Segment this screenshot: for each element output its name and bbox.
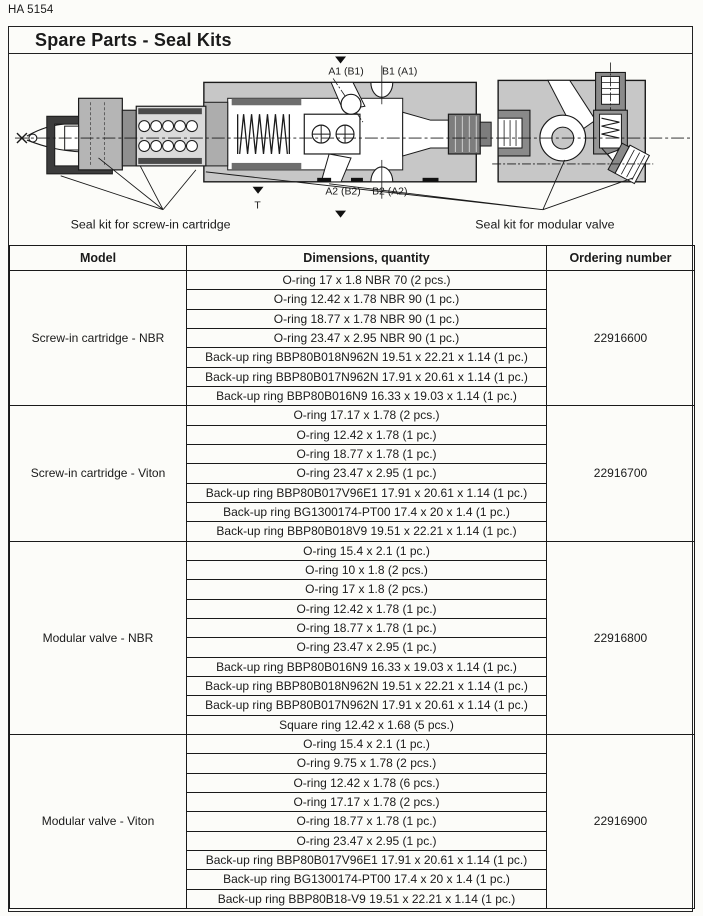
dimension-cell: O-ring 10 x 1.8 (2 pcs.) bbox=[187, 560, 547, 579]
dimension-cell: Back-up ring BBP80B016N9 16.33 x 19.03 x 1.14 (1 pc.) bbox=[187, 386, 547, 405]
dimension-cell: Back-up ring BBP80B018N962N 19.51 x 22.21 x 1.14 (1 pc.) bbox=[187, 676, 547, 695]
caption-modular-valve: Seal kit for modular valve bbox=[475, 217, 615, 232]
dimension-cell: Back-up ring BBP80B018V9 19.51 x 22.21 x 1.14 (1 pc.) bbox=[187, 522, 547, 541]
dimension-cell: O-ring 23.47 x 2.95 (1 pc.) bbox=[187, 831, 547, 850]
dimension-cell: O-ring 18.77 x 1.78 (1 pc.) bbox=[187, 812, 547, 831]
table-row bbox=[10, 406, 695, 425]
model-cell: Modular valve - NBR bbox=[10, 541, 187, 734]
caption-screw-in-cartridge: Seal kit for screw-in cartridge bbox=[70, 217, 231, 232]
main-body-block bbox=[204, 65, 491, 198]
port-label-a2: A2 (B2) bbox=[325, 186, 361, 198]
valve-figure bbox=[9, 54, 692, 245]
port-label-b2: B2 (A2) bbox=[372, 186, 408, 198]
modular-valve-block bbox=[492, 63, 653, 184]
table-row bbox=[10, 541, 695, 560]
dimension-cell: O-ring 17 x 1.8 (2 pcs.) bbox=[187, 580, 547, 599]
table-row bbox=[10, 271, 695, 290]
dimension-cell: O-ring 18.77 x 1.78 (1 pc.) bbox=[187, 444, 547, 463]
document-number: HA 5154 bbox=[8, 4, 54, 16]
dimension-cell: Back-up ring BG1300174-PT00 17.4 x 20 x 1.4 (1 pc.) bbox=[187, 870, 547, 889]
dimension-cell: Square ring 12.42 x 1.68 (5 pcs.) bbox=[187, 715, 547, 734]
dimension-cell: O-ring 12.42 x 1.78 (1 pc.) bbox=[187, 599, 547, 618]
port-label-t: T bbox=[254, 200, 261, 212]
pressure-arrow-top bbox=[335, 57, 346, 64]
valve-cross-section-diagram bbox=[9, 54, 692, 245]
dimension-cell: O-ring 15.4 x 2.1 (1 pc.) bbox=[187, 541, 547, 560]
ordering-cell: 22916800 bbox=[547, 541, 695, 734]
model-cell: Modular valve - Viton bbox=[10, 734, 187, 908]
dimension-cell: O-ring 23.47 x 2.95 (1 pc.) bbox=[187, 638, 547, 657]
dimension-cell: O-ring 12.42 x 1.78 NBR 90 (1 pc.) bbox=[187, 290, 547, 309]
dimension-cell: O-ring 23.47 x 2.95 NBR 90 (1 pc.) bbox=[187, 328, 547, 347]
dimension-cell: O-ring 9.75 x 1.78 (2 pcs.) bbox=[187, 754, 547, 773]
content-frame bbox=[8, 26, 693, 912]
dimension-cell: O-ring 17 x 1.8 NBR 70 (2 pcs.) bbox=[187, 271, 547, 290]
model-cell: Screw-in cartridge - NBR bbox=[10, 271, 187, 406]
table-row bbox=[10, 734, 695, 753]
dimension-cell: Back-up ring BBP80B017N962N 17.91 x 20.61 x 1.14 (1 pc.) bbox=[187, 367, 547, 386]
ordering-cell: 22916600 bbox=[547, 271, 695, 406]
a2-arrow bbox=[335, 211, 346, 218]
title-bar bbox=[9, 27, 692, 54]
tank-arrow bbox=[253, 187, 264, 194]
seal-kits-table bbox=[9, 245, 695, 909]
port-label-a1: A1 (B1) bbox=[328, 66, 364, 78]
dimension-cell: O-ring 12.42 x 1.78 (6 pcs.) bbox=[187, 773, 547, 792]
dimension-cell: O-ring 18.77 x 1.78 NBR 90 (1 pc.) bbox=[187, 309, 547, 328]
header-row bbox=[10, 246, 695, 271]
dimension-cell: Back-up ring BG1300174-PT00 17.4 x 20 x 1.4 (1 pc.) bbox=[187, 502, 547, 521]
column-header-model: Model bbox=[10, 246, 187, 271]
dimension-cell: Back-up ring BBP80B017V96E1 17.91 x 20.61 x 1.14 (1 pc.) bbox=[187, 850, 547, 869]
dimension-cell: Back-up ring BBP80B017V96E1 17.91 x 20.61 x 1.14 (1 pc.) bbox=[187, 483, 547, 502]
dimension-cell: Back-up ring BBP80B018N962N 19.51 x 22.21 x 1.14 (1 pc.) bbox=[187, 348, 547, 367]
dimension-cell: O-ring 15.4 x 2.1 (1 pc.) bbox=[187, 734, 547, 753]
ordering-cell: 22916700 bbox=[547, 406, 695, 541]
dimension-cell: Back-up ring BBP80B016N9 16.33 x 19.03 x 1.14 (1 pc.) bbox=[187, 657, 547, 676]
page-title: Spare Parts - Seal Kits bbox=[35, 30, 232, 50]
column-header-ordering: Ordering number bbox=[547, 246, 695, 271]
column-header-dimensions: Dimensions, quantity bbox=[187, 246, 547, 271]
dimension-cell: O-ring 17.17 x 1.78 (2 pcs.) bbox=[187, 792, 547, 811]
ordering-cell: 22916900 bbox=[547, 734, 695, 908]
model-cell: Screw-in cartridge - Viton bbox=[10, 406, 187, 541]
dimension-cell: Back-up ring BBP80B017N962N 17.91 x 20.61 x 1.14 (1 pc.) bbox=[187, 696, 547, 715]
port-label-b1: B1 (A1) bbox=[382, 66, 418, 78]
dimension-cell: Back-up ring BBP80B18-V9 19.51 x 22.21 x 1.14 (1 pc.) bbox=[187, 889, 547, 909]
dimension-cell: O-ring 17.17 x 1.78 (2 pcs.) bbox=[187, 406, 547, 425]
dimension-cell: O-ring 23.47 x 2.95 (1 pc.) bbox=[187, 464, 547, 483]
dimension-cell: O-ring 18.77 x 1.78 (1 pc.) bbox=[187, 618, 547, 637]
screw-in-cartridge bbox=[17, 98, 206, 174]
dimension-cell: O-ring 12.42 x 1.78 (1 pc.) bbox=[187, 425, 547, 444]
